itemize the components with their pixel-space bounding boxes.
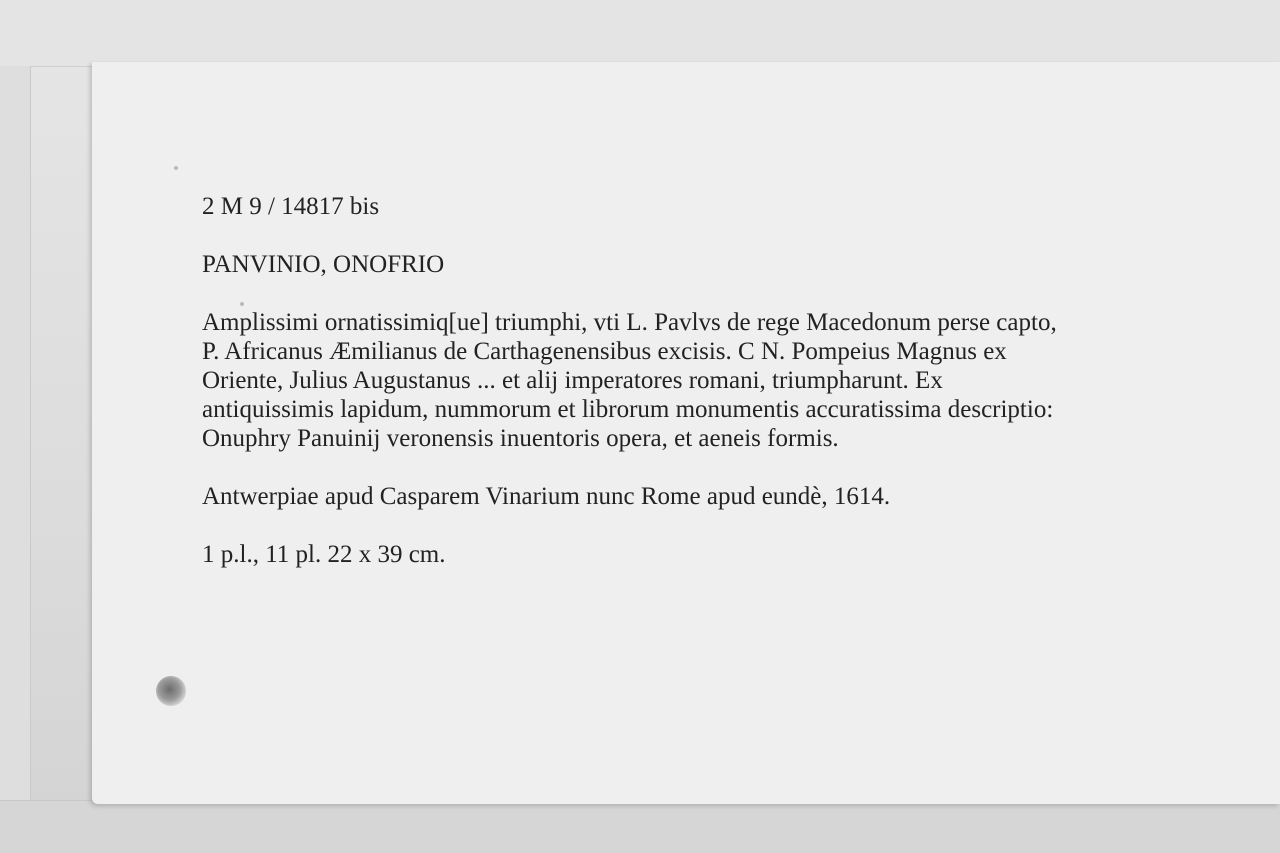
title-line: Onuphry Panuinij veronensis inuentoris opera, et aeneis formis. xyxy=(202,425,839,452)
card-text xyxy=(202,192,1212,569)
author-heading: PANVINIO, ONOFRIO xyxy=(202,251,445,278)
collation: 1 p.l., 11 pl. 22 x 39 cm. xyxy=(202,541,446,568)
title-line: Amplissimi ornatissimiq[ue] triumphi, vti L. Pavlvs de rege Macedonum perse capto, xyxy=(202,309,1057,336)
punch-hole xyxy=(156,676,186,706)
underlying-sheet-top xyxy=(0,0,1280,67)
imprint: Antwerpiae apud Casparem Vinarium nunc Rome apud eundè, 1614. xyxy=(202,483,891,510)
catalogue-card xyxy=(92,62,1280,804)
title-line: Oriente, Julius Augustanus ... et alij imperatores romani, triumpharunt. Ex xyxy=(202,367,943,394)
title-line: antiquissimis lapidum, nummorum et librorum monumentis accuratissima descriptio: xyxy=(202,396,1054,423)
underlying-sheet-left xyxy=(0,66,31,806)
underlying-sheet-bottom xyxy=(0,800,1280,853)
card-speck xyxy=(174,166,178,170)
title-line: P. Africanus Æmilianus de Carthagenensibus excisis. C N. Pompeius Magnus ex xyxy=(202,338,1007,365)
shelfmark: 2 M 9 / 14817 bis xyxy=(202,193,380,220)
title-block xyxy=(202,308,1212,453)
